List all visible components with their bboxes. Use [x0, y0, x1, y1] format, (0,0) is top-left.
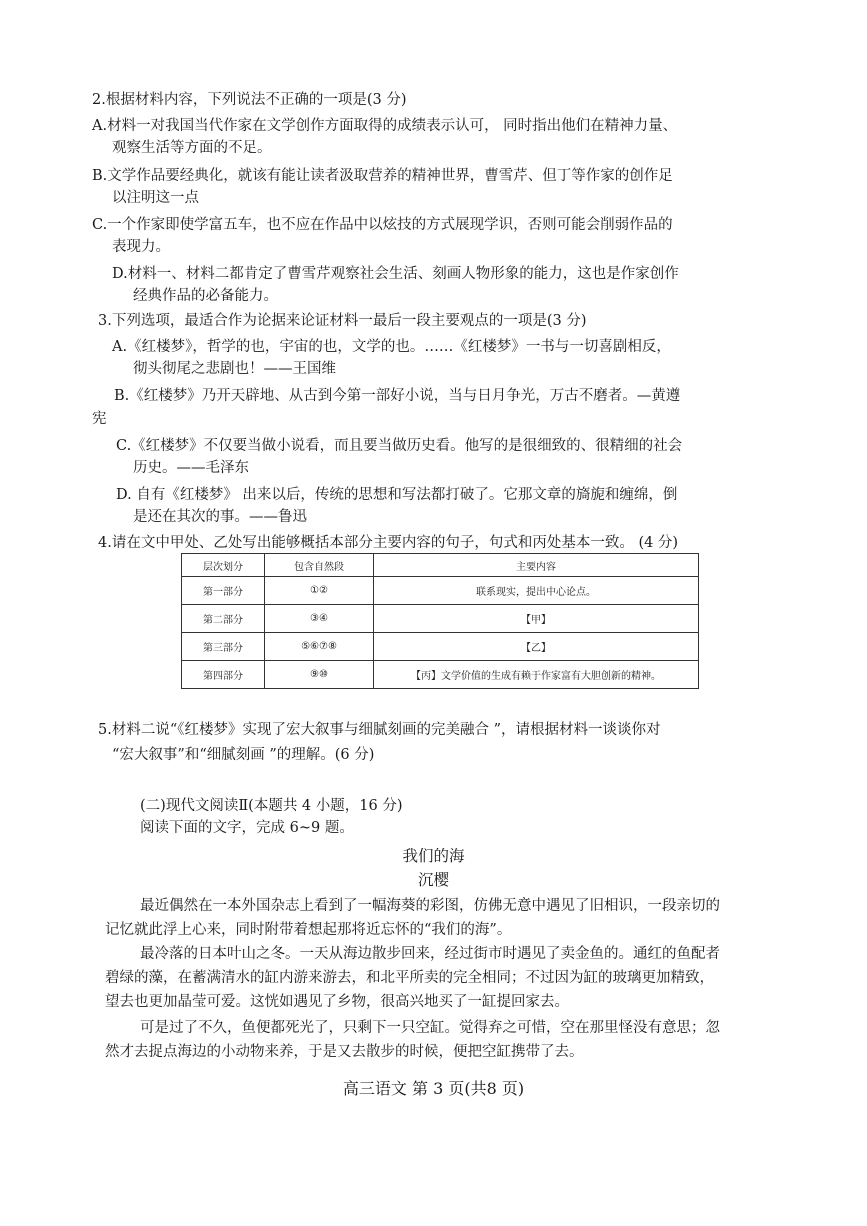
table-cell: 【甲】	[374, 605, 699, 633]
table-cell: 【乙】	[374, 633, 699, 661]
q2-stem: 2.根据材料内容，下列说法不正确的一项是(3 分)	[92, 92, 407, 108]
table-cell: ①②	[265, 577, 374, 605]
table-cell: 第二部分	[182, 605, 265, 633]
q3-option-b: B.《红楼梦》乃开天辟地、从古到今第一部好小说，当与日月争光，万古不磨者。—黄遵	[114, 388, 681, 404]
q3-option-c-cont: 历史。——毛泽东	[133, 460, 249, 476]
q3-option-c: C.《红楼梦》不仅要当做小说看，而且要当做历史看。他写的是很细致的、很精细的社会	[116, 438, 683, 454]
paragraph-1-cont: 记忆就此浮上心来，同时附带着想起那将近忘怀的“我们的海”。	[105, 922, 512, 938]
q5-stem-cont: “宏大叙事”和“细腻刻画 ”的理解。(6 分)	[112, 747, 375, 763]
q3-option-d: D. 自有《红楼梦》 出来以后，传统的思想和写法都打破了。它那文章的旖旎和缠绵，倒	[116, 487, 678, 503]
q2-option-b: B.文学作品要经典化，就该有能让读者汲取营养的精神世界，曹雪芹、但丁等作家的创作足	[92, 168, 673, 184]
paragraph-2-cont: 碧绿的藻，在蓄满清水的缸内游来游去，和北平所卖的完全相同；不过因为缸的玻璃更加精致，	[105, 970, 714, 986]
q3-option-d-cont: 是还在其次的事。——鲁迅	[133, 509, 307, 525]
q2-option-a: A.材料一对我国当代作家在文学创作方面取得的成绩表示认可， 同时指出他们在精神力量、	[92, 118, 678, 134]
table-header: 主要内容	[374, 554, 699, 577]
q3-option-a: A.《红楼梦》，哲学的也，宇宙的也，文学的也。……《红楼梦》一书与一切喜剧相反，	[112, 339, 671, 355]
table-cell: ⑤⑥⑦⑧	[265, 633, 374, 661]
q4-stem: 4.请在文中甲处、乙处写出能够概括本部分主要内容的句子，句式和丙处基本一致。 (4 分)	[98, 535, 679, 551]
paragraph-3-cont: 然才去捉点海边的小动物来养，于是又去散步的时候，便把空缸携带了去。	[105, 1044, 584, 1060]
table-cell: 【丙】文学价值的生成有赖于作家富有大胆创新的精神。	[374, 661, 699, 689]
table-cell: ⑨⑩	[265, 661, 374, 689]
structure-table	[181, 553, 699, 689]
table-row	[182, 661, 699, 689]
paragraph-1: 最近偶然在一本外国杂志上看到了一幅海葵的彩图，仿佛无意中遇见了旧相识，一段亲切的	[140, 898, 720, 914]
q5-stem: 5.材料二说“《红楼梦》实现了宏大叙事与细腻刻画的完美融合 ”，请根据材料一谈谈你对	[98, 722, 661, 738]
table-cell: 第四部分	[182, 661, 265, 689]
article-author: 沉樱	[417, 871, 449, 889]
page-footer: 高三语文 第 3 页(共8 页)	[342, 1079, 525, 1098]
q2-option-b-cont: 以注明这一点	[112, 190, 199, 206]
paragraph-3: 可是过了不久，鱼便都死光了，只剩下一只空缸。觉得弃之可惜，空在那里怪没有意思；忽	[140, 1020, 720, 1036]
table-row	[182, 577, 699, 605]
section-instruction: 阅读下面的文字，完成 6~9 题。	[140, 820, 354, 836]
article-title: 我们的海	[402, 847, 465, 865]
q2-option-c: C.一个作家即使学富五车，也不应在作品中以炫技的方式展现学识，否则可能会削弱作品的	[92, 217, 673, 233]
q3-option-a-cont: 彻头彻尾之悲剧也！——王国维	[133, 361, 336, 377]
q2-option-d-cont: 经典作品的必备能力。	[133, 288, 278, 304]
q2-option-a-cont: 观察生活等方面的不足。	[112, 140, 272, 156]
paragraph-2-cont: 望去也更加晶莹可爱。这恍如遇见了乡物，很高兴地买了一缸提回家去。	[105, 994, 569, 1010]
section-heading: (二)现代文阅读Ⅱ(本题共 4 小题，16 分)	[140, 798, 403, 814]
q2-option-d: D.材料一、材料二都肯定了曹雪芹观察社会生活、刻画人物形象的能力，这也是作家创作	[112, 266, 679, 282]
table-header: 层次划分	[182, 554, 265, 577]
table-cell: 第一部分	[182, 577, 265, 605]
q3-stem: 3.下列选项，最适合作为论据来论证材料一最后一段主要观点的一项是(3 分)	[98, 313, 587, 329]
table-header-row	[182, 554, 699, 577]
table-row	[182, 605, 699, 633]
table-cell: ③④	[265, 605, 374, 633]
table-cell: 联系现实，提出中心论点。	[374, 577, 699, 605]
table-row	[182, 633, 699, 661]
table-header: 包含自然段	[265, 554, 374, 577]
q2-option-c-cont: 表现力。	[112, 239, 170, 255]
paragraph-2: 最冷落的日本叶山之冬。一天从海边散步回来，经过街市时遇见了卖金鱼的。通红的鱼配者	[140, 946, 720, 962]
q3-option-b-cont: 宪	[92, 411, 107, 427]
table-cell: 第三部分	[182, 633, 265, 661]
